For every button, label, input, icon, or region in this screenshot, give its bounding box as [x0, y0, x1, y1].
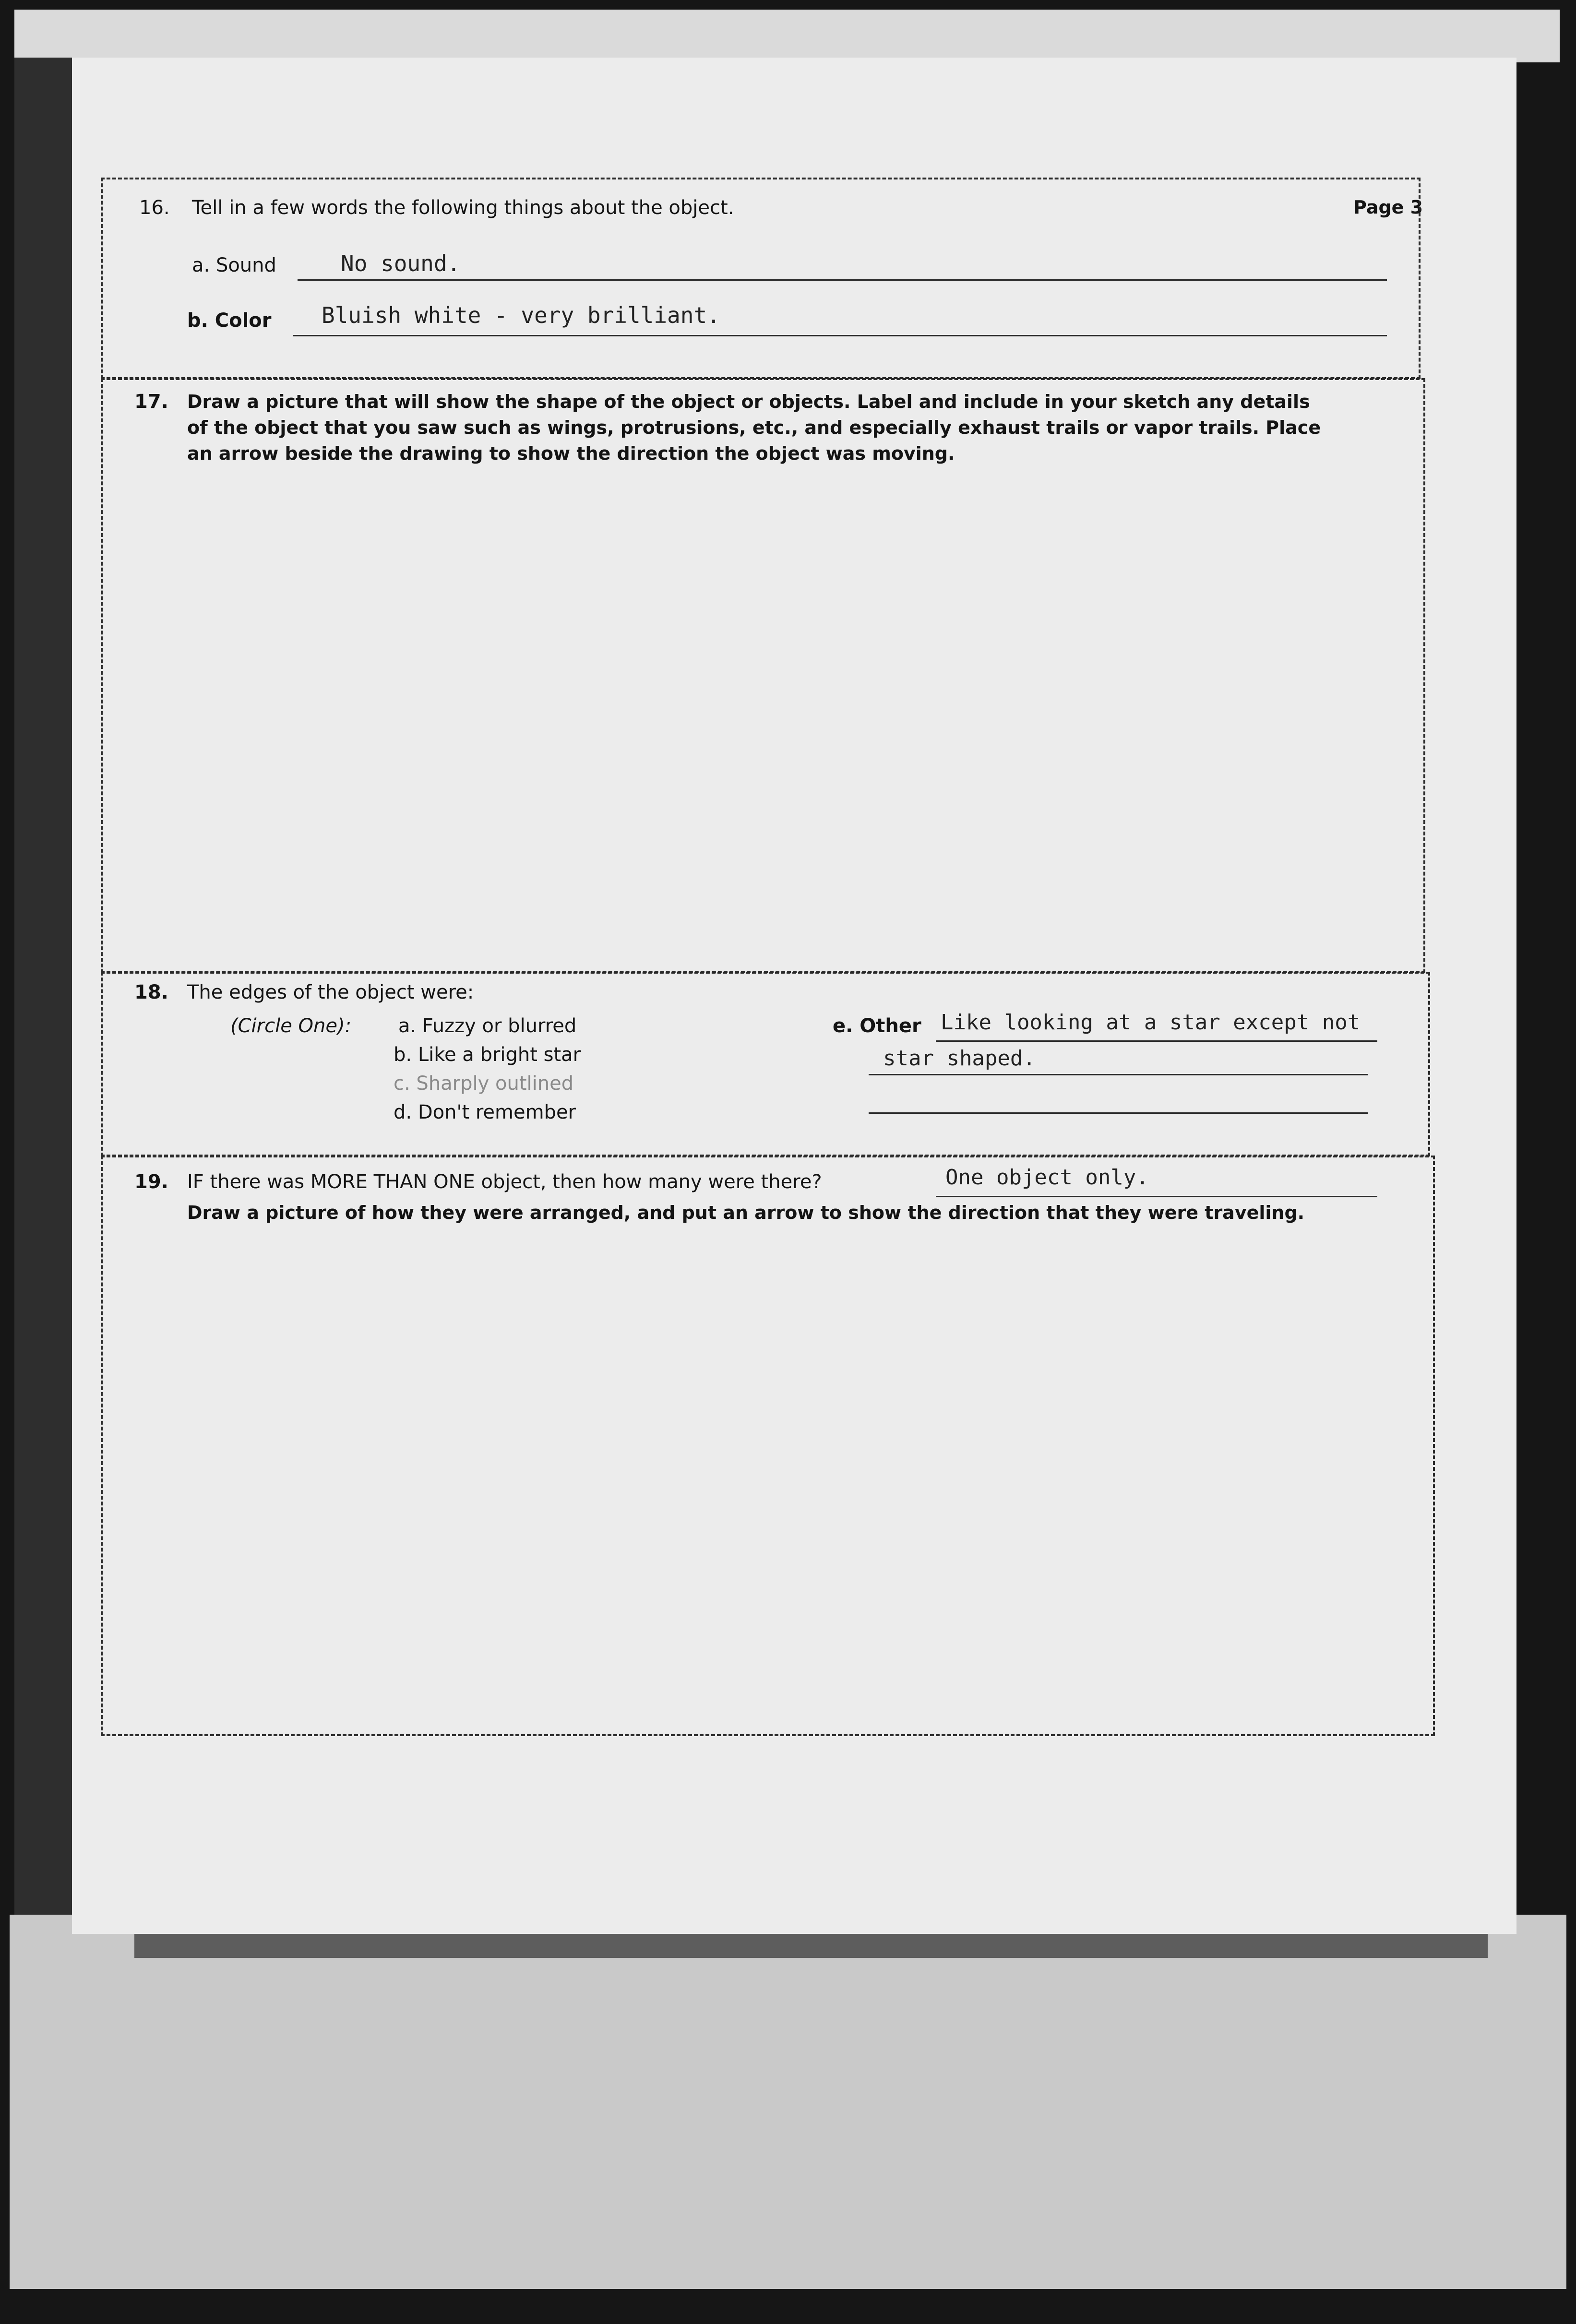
q18-other-line1: [936, 1040, 1377, 1042]
q16-color-label: b. Color: [187, 310, 272, 332]
q17-line3: an arrow beside the drawing to show the direction the object was moving.: [187, 443, 955, 464]
q16-sound-label: a. Sound: [192, 254, 276, 276]
q18-other-line2: [869, 1074, 1368, 1075]
q18-other-label: e. Other: [833, 1015, 921, 1037]
q16-sound-line: [298, 279, 1387, 281]
q19-answer: One object only.: [945, 1165, 1149, 1190]
q18-circle-label: (Circle One):: [230, 1015, 352, 1037]
q18-other-value2: star shaped.: [883, 1046, 1036, 1071]
q16-sound-value: No sound.: [341, 250, 461, 276]
section-19-box: [101, 1156, 1435, 1736]
q18-option-c[interactable]: c. Sharply outlined: [394, 1073, 574, 1095]
backing-board: [10, 1915, 1566, 2289]
form-sheet: [72, 58, 1516, 1934]
q18-other-value1: Like looking at a star except not: [941, 1010, 1361, 1035]
q19-prompt: IF there was MORE THAN ONE object, then how many were there?: [187, 1171, 822, 1193]
q17-line1: Draw a picture that will show the shape of the object or objects. Label and include in your sketch any details: [187, 391, 1310, 412]
q19-answer-line: [936, 1196, 1377, 1197]
q18-option-d[interactable]: d. Don't remember: [394, 1101, 576, 1123]
q18-option-b[interactable]: b. Like a bright star: [394, 1044, 581, 1066]
q16-color-value: Bluish white - very brilliant.: [322, 302, 720, 328]
section-17-box: [101, 378, 1425, 973]
q17-number: 17.: [134, 391, 168, 413]
q18-other-line3: [869, 1112, 1368, 1114]
page-number: Page 3: [1353, 197, 1423, 218]
paper-left-edge: [14, 58, 77, 1915]
q18-number: 18.: [134, 981, 168, 1003]
q16-number: 16.: [139, 197, 170, 219]
paper-top-strip: [14, 10, 1560, 62]
q16-prompt: Tell in a few words the following things about the object.: [192, 197, 734, 219]
q18-option-a[interactable]: a. Fuzzy or blurred: [398, 1015, 577, 1037]
q19-line2: Draw a picture of how they were arranged, and put an arrow to show the direction that they were traveling.: [187, 1202, 1305, 1223]
q17-line2: of the object that you saw such as wings, protrusions, etc., and especially exhaust trails or vapor trails. Place: [187, 417, 1321, 438]
q18-prompt: The edges of the object were:: [187, 981, 474, 1003]
q19-number: 19.: [134, 1171, 168, 1193]
q16-color-line: [293, 335, 1387, 336]
